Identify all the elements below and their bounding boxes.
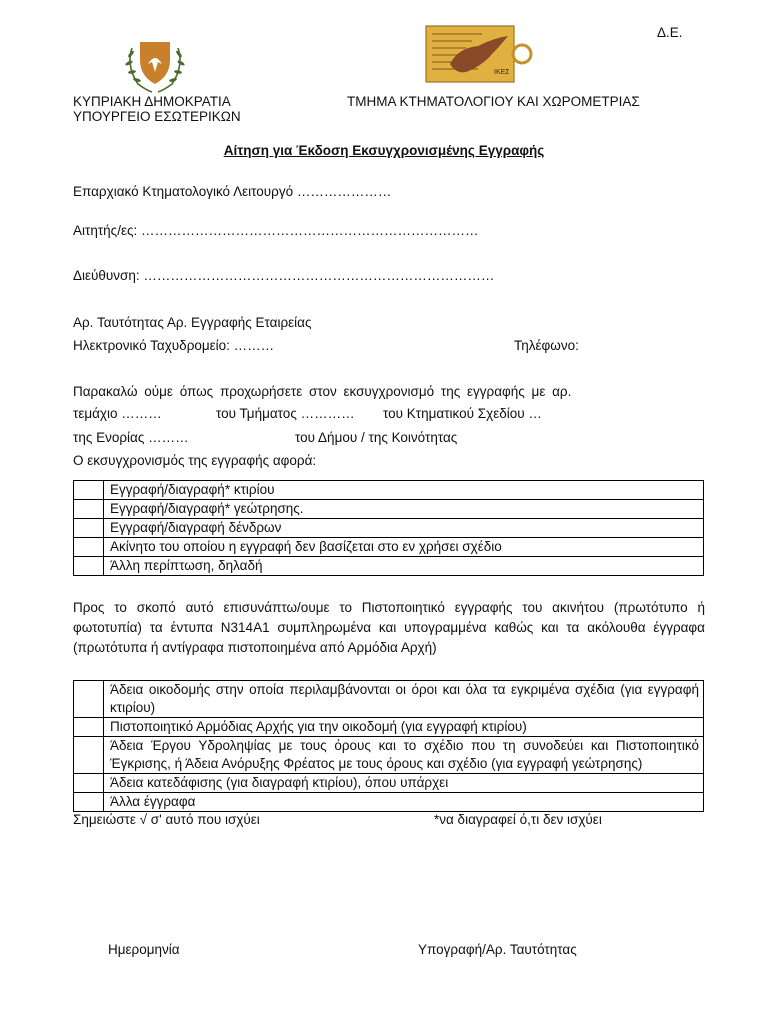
- svg-text:ΙΚΕΣ: ΙΚΕΣ: [494, 69, 510, 76]
- date-label: Ημερομηνία: [108, 942, 180, 957]
- address-field: Διεύθυνση: ……………………………………………………………………: [73, 268, 495, 283]
- delete-note: *να διαγραφεί ό,τι δεν ισχύει: [434, 812, 602, 827]
- attachments-intro: Προς το σκοπό αυτό επισυνάπτω/ουμε το Πιστοποιητικό εγγραφής του ακινήτου (πρωτότυπο ή φωτοτυπία) τα έντυπα Ν314Α1 συμπληρωμένα και υπογραμμένα καθώς και τα ακόλουθα έγγραφα (πρωτότυπα ή αντίγραφα πιστοποιημένα από Αρμόδια Αρχή): [73, 600, 705, 655]
- document-label: Πιστοποιητικό Αρμόδιας Αρχής για την οικοδομή (για εγγραφή κτιρίου): [104, 718, 704, 737]
- office-field: Επαρχιακό Κτηματολογικό Λειτουργό …………………: [73, 184, 392, 199]
- phone-field: Τηλέφωνο:: [514, 338, 579, 353]
- table-row: [74, 793, 704, 812]
- checkbox-cell[interactable]: [74, 538, 104, 557]
- check-note: Σημειώστε √ σ' αυτό που ισχύει: [73, 812, 260, 827]
- document-label: Άδεια Έργου Υδροληψίας με τους όρους και το σχέδιο που τη συνοδεύει και Πιστοποιητικό Έγκρισης, ή Άδεια Ανόρυξης Φρέατος με τους όρους και σχέδιο (για εγγραφή γεώτρησης): [104, 737, 704, 774]
- option-label: Εγγραφή/διαγραφή* κτιρίου: [104, 481, 704, 500]
- table-row: [74, 718, 704, 737]
- document-label: Άδεια κατεδάφισης (για διαγραφή κτιρίου), όπου υπάρχει: [104, 774, 704, 793]
- id-number-field: Αρ. Ταυτότητας Αρ. Εγγραφής Εταιρείας: [73, 315, 312, 330]
- table-row: [74, 774, 704, 793]
- issuer-republic: ΚΥΠΡΙΑΚΗ ΔΗΜΟΚΡΑΤΙΑ: [73, 94, 231, 109]
- checkbox-cell[interactable]: [74, 718, 104, 737]
- coat-of-arms-icon: [124, 38, 186, 94]
- options-table: [73, 480, 704, 576]
- checkbox-cell[interactable]: [74, 500, 104, 519]
- table-row: [74, 681, 704, 718]
- checkbox-cell[interactable]: [74, 519, 104, 538]
- checkbox-cell[interactable]: [74, 774, 104, 793]
- table-row: [74, 519, 704, 538]
- applicants-field: Αιτητής/ες: …………………………………………………………………: [73, 223, 479, 238]
- option-label: Εγγραφή/διαγραφή δένδρων: [104, 519, 704, 538]
- department-stamp-icon: [422, 24, 534, 86]
- plan-field: του Κτηματικού Σχεδίου …: [383, 406, 542, 421]
- checkbox-cell[interactable]: [74, 681, 104, 718]
- option-label: Άλλη περίπτωση, δηλαδή: [104, 557, 704, 576]
- checkbox-cell[interactable]: [74, 737, 104, 774]
- document-code: Δ.Ε.: [657, 25, 683, 40]
- issuer-department: ΤΜΗΜΑ ΚΤΗΜΑΤΟΛΟΓΙΟΥ ΚΑΙ ΧΩΡΟΜΕΤΡΙΑΣ: [347, 94, 640, 109]
- concerns-label: Ο εκσυγχρονισμός της εγγραφής αφορά:: [73, 453, 317, 468]
- document-label: Άλλα έγγραφα: [104, 793, 704, 812]
- municipality-field: του Δήμου / της Κοινότητας: [295, 430, 458, 445]
- checkbox-cell[interactable]: [74, 793, 104, 812]
- checkbox-cell[interactable]: [74, 557, 104, 576]
- table-row: [74, 557, 704, 576]
- documents-table: [73, 680, 704, 812]
- table-row: [74, 737, 704, 774]
- option-label: Ακίνητο του οποίου η εγγραφή δεν βασίζεται στο εν χρήσει σχέδιο: [104, 538, 704, 557]
- parcel-field: τεμάχιο ………: [73, 406, 162, 421]
- request-line: Παρακαλώ ούμε όπως προχωρήσετε στον εκσυγχρονισμό της εγγραφής με αρ.: [73, 384, 572, 399]
- table-row: [74, 481, 704, 500]
- signature-label: Υπογραφή/Αρ. Ταυτότητας: [418, 942, 577, 957]
- option-label: Εγγραφή/διαγραφή* γεώτρησης.: [104, 500, 704, 519]
- table-row: [74, 500, 704, 519]
- issuer-ministry: ΥΠΟΥΡΓΕΙΟ ΕΣΩΤΕΡΙΚΩΝ: [73, 109, 241, 124]
- form-title: Αίτηση για Έκδοση Εκσυγχρονισμένης Εγγραφής: [223, 143, 545, 158]
- email-field: Ηλεκτρονικό Ταχυδρομείο: ………: [73, 338, 275, 353]
- parish-field: της Ενορίας ………: [73, 430, 189, 445]
- checkbox-cell[interactable]: [74, 481, 104, 500]
- sheet-field: του Τμήματος …………: [216, 406, 355, 421]
- table-row: [74, 538, 704, 557]
- document-label: Άδεια οικοδομής στην οποία περιλαμβάνονται οι όροι και όλα τα εγκριμένα σχέδια (για εγγραφή κτιρίου): [104, 681, 704, 718]
